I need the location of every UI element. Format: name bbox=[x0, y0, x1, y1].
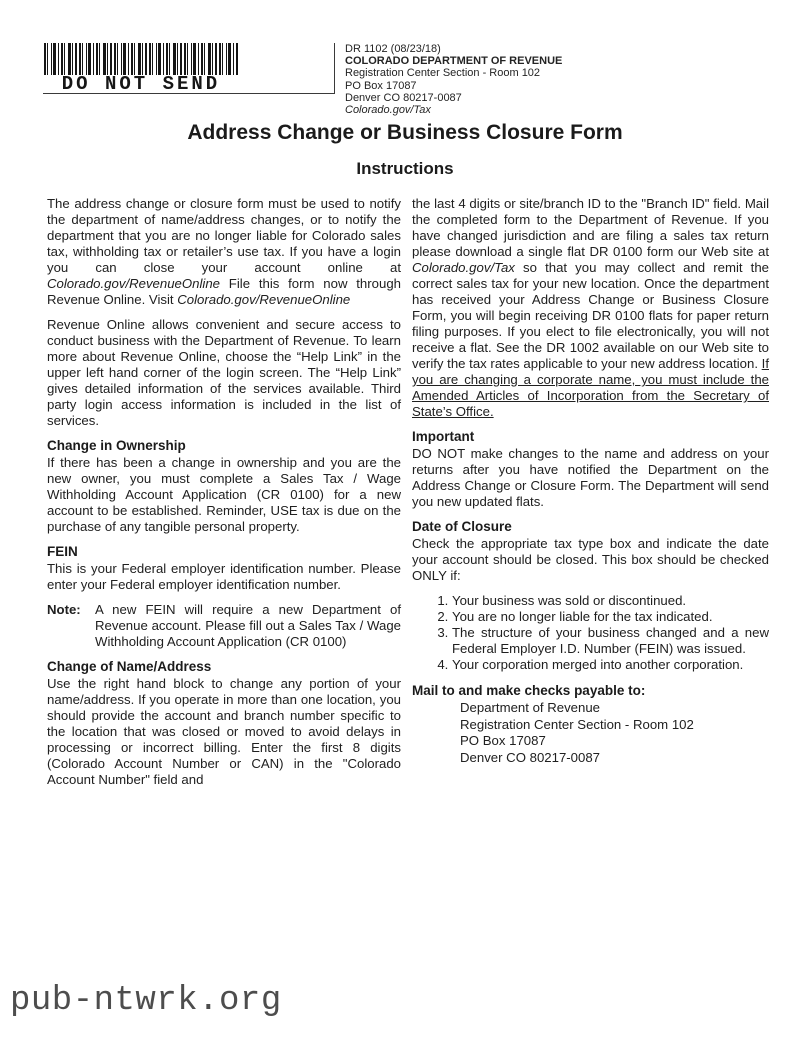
right-column bbox=[412, 196, 769, 766]
mail-to-heading: Mail to and make checks payable to: bbox=[412, 683, 646, 698]
note-text: A new FEIN will require a new Department of Revenue account. Please fill out a Sales Tax / Wage Withholding Account Application (CR 0100) bbox=[95, 602, 401, 649]
closure-intro-paragraph: Check the appropriate tax type box and indicate the date your account should be closed. This box should be checked ONLY if: bbox=[412, 536, 769, 583]
closure-heading: Date of Closure bbox=[412, 519, 512, 534]
barcode-block bbox=[43, 43, 335, 94]
barcode-icon bbox=[44, 43, 239, 75]
ownership-heading: Change in Ownership bbox=[47, 438, 186, 453]
dept-website: Colorado.gov/Tax bbox=[345, 104, 431, 117]
revenue-online-paragraph: Revenue Online allows convenient and secure access to conduct business with the Department of Revenue. To learn more about Revenue Online, choose the “Help Link” in the upper left hand corner of the login screen. The “Help Link” gives detailed information of the services available. Third party login access information is included in the list of services. bbox=[47, 317, 401, 428]
mail-address-line: Denver CO 80217-0087 bbox=[460, 749, 601, 765]
dept-address-line: Registration Center Section - Room 102 bbox=[345, 67, 541, 80]
fein-paragraph: This is your Federal employer identification number. Please enter your Federal employer identification number. bbox=[47, 561, 401, 592]
page-title: Address Change or Business Closure Form bbox=[187, 121, 623, 144]
continuation-paragraph bbox=[412, 196, 769, 420]
revenue-online-url: Colorado.gov/RevenueOnline bbox=[47, 276, 221, 291]
mail-address-line: PO Box 17087 bbox=[460, 733, 546, 748]
note-label: Note: bbox=[47, 602, 81, 617]
dept-address-line: PO Box 17087 bbox=[345, 79, 417, 92]
closure-reason-item: 4. Your corporation merged into another corporation. bbox=[452, 657, 769, 673]
closure-reason-item: 2. You are no longer liable for the tax indicated. bbox=[452, 609, 769, 625]
note-block bbox=[47, 602, 401, 650]
closure-reason-item: 3. The structure of your business changed and a new Federal Employer I.D. Number (FEIN) was issued. bbox=[452, 625, 769, 657]
mail-address-line: Department of Revenue bbox=[460, 700, 601, 715]
mail-address-block bbox=[460, 700, 769, 766]
important-paragraph: DO NOT make changes to the name and address on your returns after you have notified the Department on the Address Change or Closure Form. The Department will send you new updated flats. bbox=[412, 446, 769, 509]
fein-heading: FEIN bbox=[47, 544, 78, 559]
department-name: COLORADO DEPARTMENT OF REVENUE bbox=[345, 55, 563, 68]
watermark-text: pub-ntwrk.org bbox=[10, 982, 282, 1020]
corporate-name-underlined-text: If you are changing a corporate name, you must include the Amended Articles of Incorporation from the Secretary of State’s Office. bbox=[412, 356, 769, 419]
closure-reason-list bbox=[412, 593, 769, 673]
form-number: DR 1102 (08/23/18) bbox=[345, 43, 441, 55]
dept-address-line: Denver CO 80217-0087 bbox=[345, 91, 462, 104]
intro-text: File this form now through Revenue Online. Visit bbox=[47, 276, 401, 307]
department-info bbox=[345, 43, 562, 116]
page-subtitle: Instructions bbox=[356, 159, 454, 178]
name-change-paragraph: Use the right hand block to change any portion of your name/address. If you operate in more than one location, you should provide the account and branch number specific to the location that was closed or moved to avoid delays in processing or incorrect billing. Enter the first 8 digits (Colorado Account Number or CAN) in the "Colorado Account Number" field and bbox=[47, 676, 401, 787]
revenue-online-url: Colorado.gov/RevenueOnline bbox=[177, 292, 351, 307]
name-change-heading: Change of Name/Address bbox=[47, 659, 212, 674]
closure-reason-item: 1. Your business was sold or discontinued. bbox=[452, 593, 769, 609]
continuation-text: the last 4 digits or site/branch ID to the "Branch ID" field. Mail the completed form to the Department of Revenue. If you have changed jurisdiction and are filing a sales tax return please download a single flat DR 0100 form our Web site at bbox=[412, 196, 769, 259]
do-not-send-label: DO NOT SEND bbox=[61, 73, 221, 95]
intro-text: The address change or closure form must be used to notify the department of name/address changes, or to notify the department that you are no longer liable for Colorado sales tax, withholding tax or retailer’s use tax. If you have a login you can close your account online at bbox=[47, 196, 401, 275]
tax-website-url: Colorado.gov/Tax bbox=[412, 260, 515, 275]
continuation-text: so that you may collect and remit the correct sales tax for your new location. Once the department has received your Address Change or Business Closure Form, you will begin receiving DR 0100 flats for paper return filing purposes. If you elect to file electronically, you will not receive a flat. See the DR 1002 available on our Web site to verify the tax rates applicable to your new address location. bbox=[412, 260, 769, 371]
important-heading: Important bbox=[412, 429, 475, 444]
ownership-paragraph: If there has been a change in ownership and you are the new owner, you must complete a Sales Tax / Wage Withholding Account Application (CR 0100) for a new account to be established. Reminder, USE tax is due on the purchase of any tangible personal property. bbox=[47, 455, 401, 534]
intro-paragraph bbox=[47, 196, 401, 308]
mail-address-line: Registration Center Section - Room 102 bbox=[460, 716, 694, 732]
left-column bbox=[47, 196, 401, 797]
